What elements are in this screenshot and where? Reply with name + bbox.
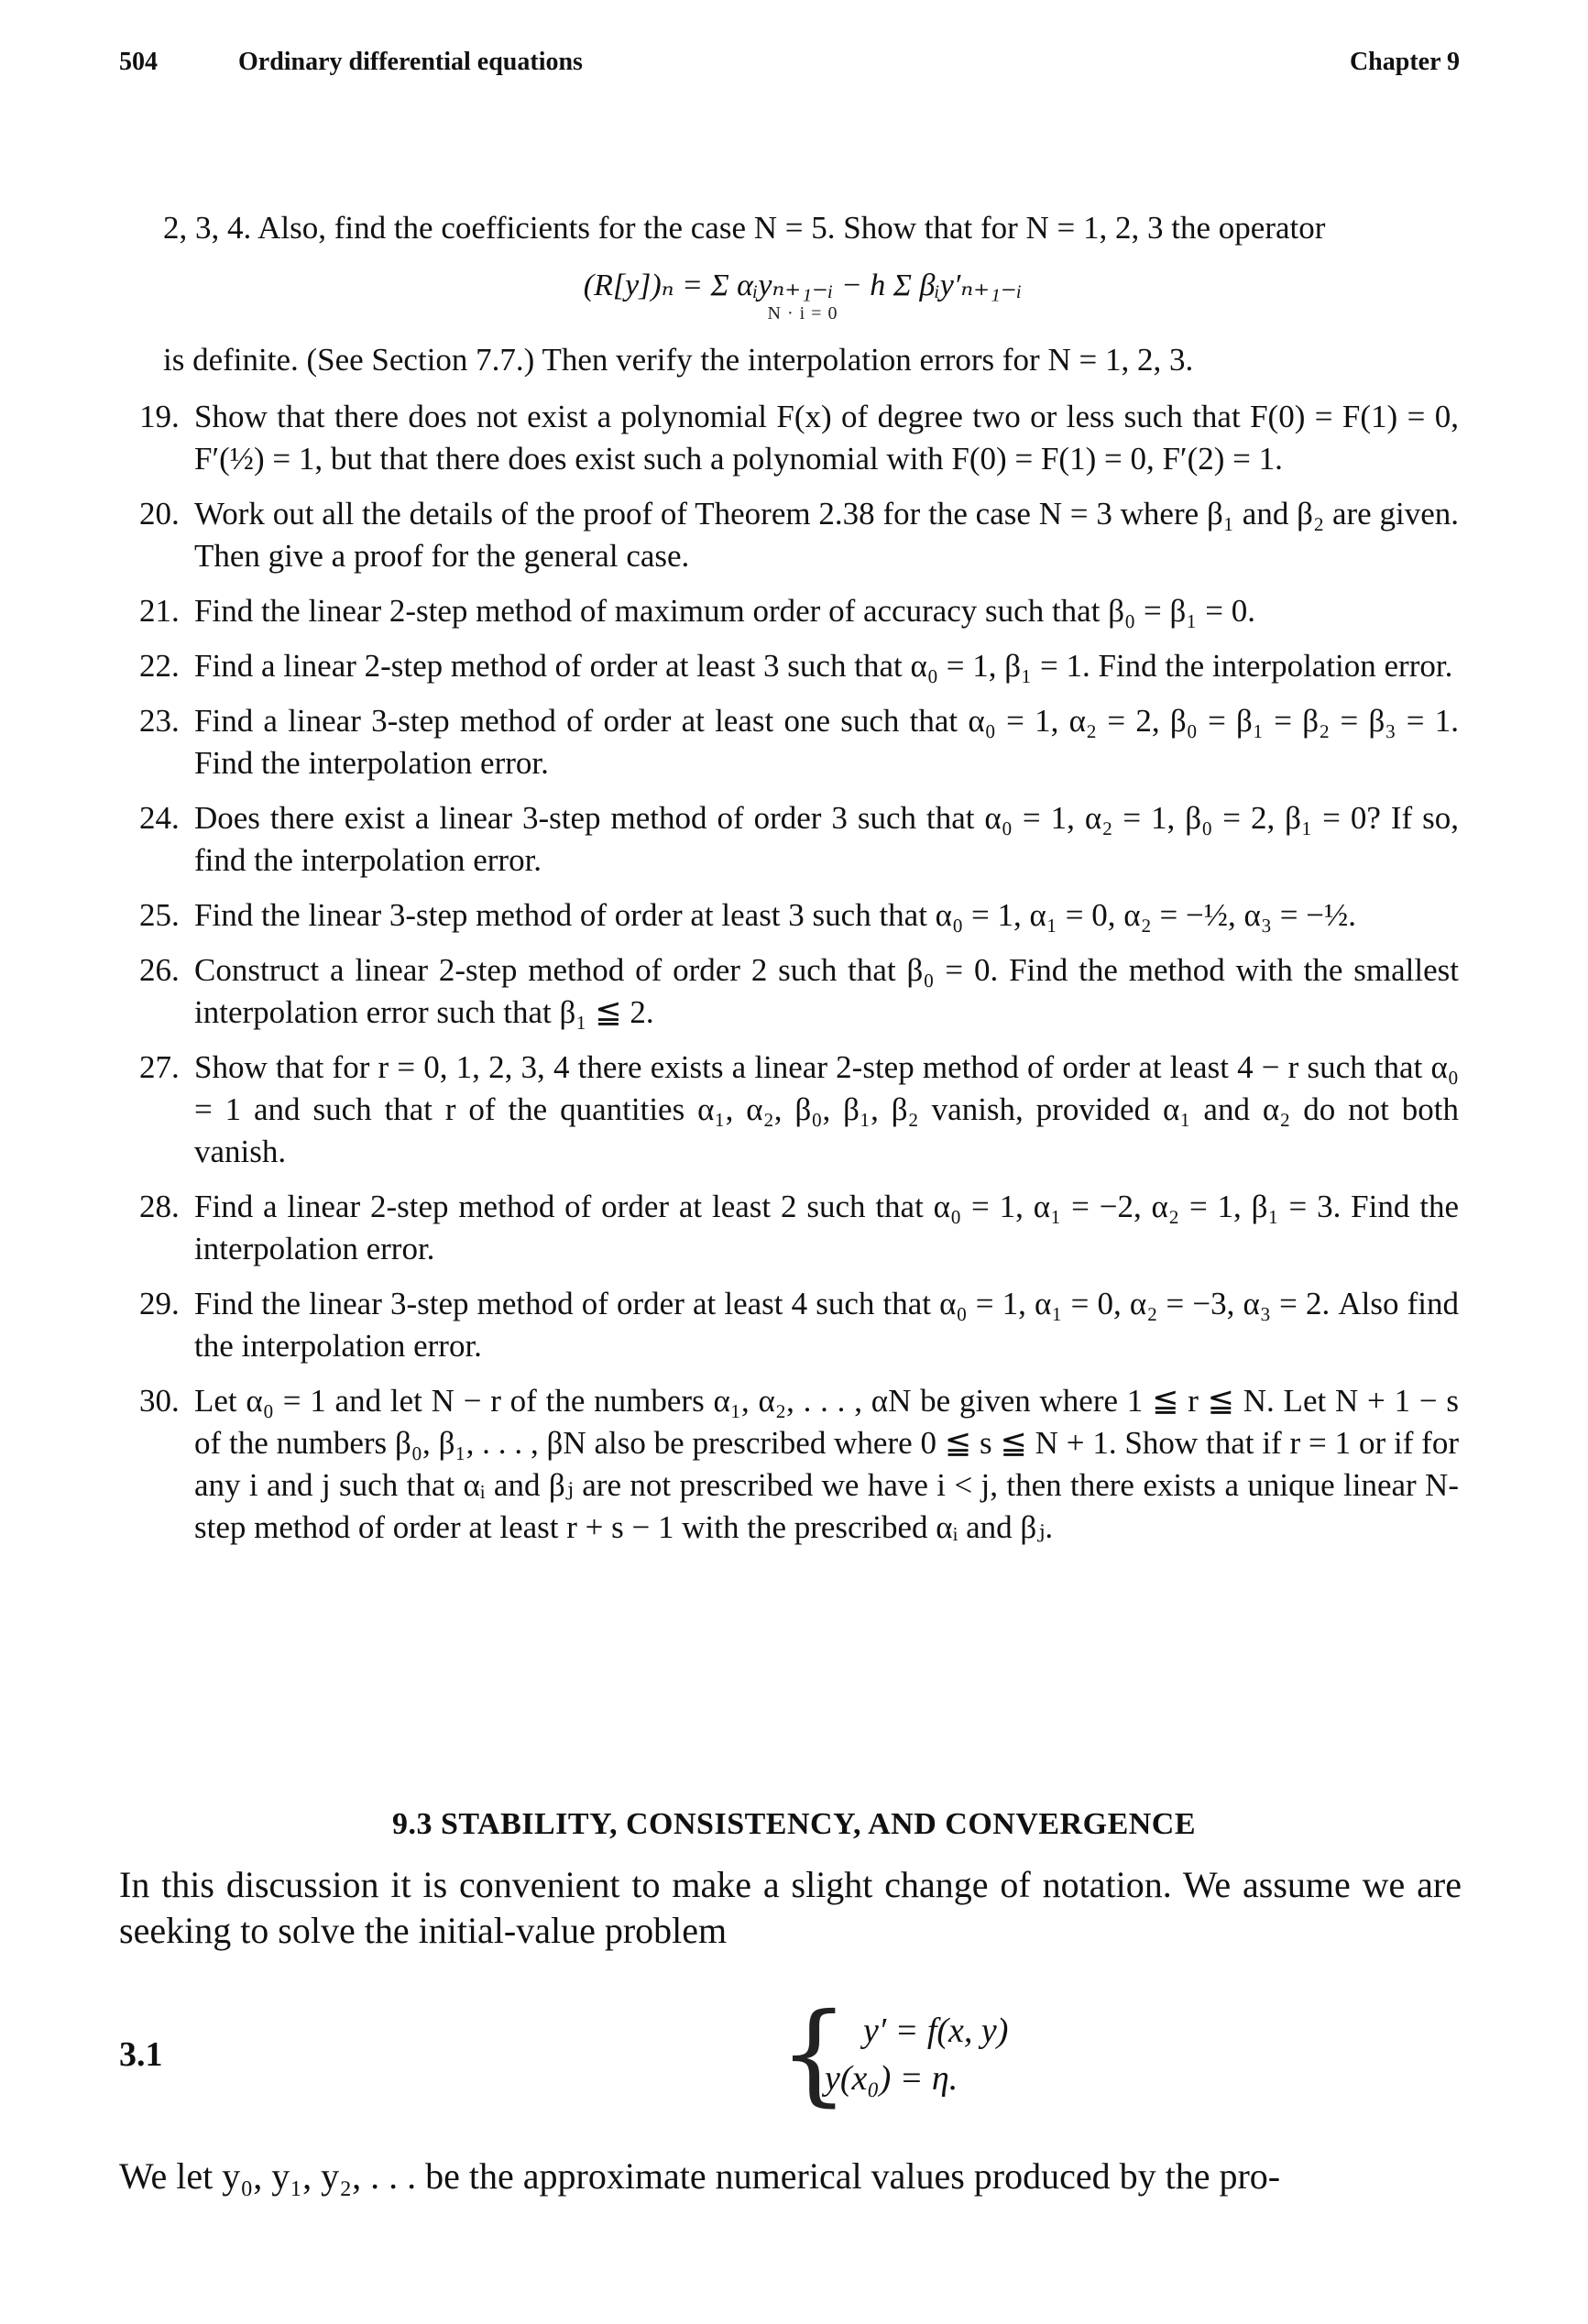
exercise-item xyxy=(139,645,1459,687)
equation-text: (R[y])ₙ = Σ αᵢyₙ₊₁₋ᵢ − h Σ βᵢy′ₙ₊₁₋ᵢ xyxy=(583,269,1023,302)
equation-limits: N · i = 0 xyxy=(767,303,838,323)
exercise-list xyxy=(139,207,1459,1562)
exercise-text: Show that for r = 0, 1, 2, 3, 4 there exists a linear 2-step method of order at least 4 − r such that α₀ = 1 and such that r of the quantities α₁, α₂, β₀, β₁, β₂ vanish, provided α₁ and α₂ do not both vanish. xyxy=(194,1049,1459,1169)
page-number: 504 xyxy=(119,48,158,76)
chapter-label: Chapter 9 xyxy=(1349,48,1460,76)
exercise-text: Let α₀ = 1 and let N − r of the numbers α₁, α₂, . . . , αN be given where 1 ≦ r ≦ N. Let N + 1 − s of the numbers β₀, β₁, . . . , βN also be prescribed where 0 ≦ s ≦ N + 1. Show that if r = 1 or if for any i and j such that αᵢ and βⱼ are not prescribed we have i < j, then there exists a unique linear N-step method of order at least r + s − 1 with the prescribed αᵢ and βⱼ. xyxy=(194,1383,1459,1545)
exercise-number: 26. xyxy=(139,952,180,988)
equation-3-1 xyxy=(119,1990,1462,2118)
exercise-text: Construct a linear 2-step method of order 2 such that β₀ = 0. Find the method with the smallest interpolation error such that β₁ ≦ 2. xyxy=(194,952,1459,1030)
exercise-item xyxy=(139,1380,1459,1549)
exercise-number: 23. xyxy=(139,703,180,739)
exercise-item xyxy=(139,797,1459,882)
exercise-item xyxy=(139,1283,1459,1367)
exercise-item xyxy=(139,396,1459,480)
exercise-text: Find the linear 3-step method of order at least 4 such that α₀ = 1, α₁ = 0, α₂ = −3, α₃ = 2. Also find the interpolation error. xyxy=(194,1286,1459,1364)
exercise-text: Find a linear 3-step method of order at least one such that α₀ = 1, α₂ = 2, β₀ = β₁ = β₂ = β₃ = 1. Find the interpolation error. xyxy=(194,703,1459,781)
exercise-number: 28. xyxy=(139,1189,180,1224)
display-equation xyxy=(147,268,1459,323)
exercise-text: Does there exist a linear 3-step method of order 3 such that α₀ = 1, α₂ = 1, β₀ = 2, β₁ = 0? If so, find the interpolation error. xyxy=(194,800,1459,878)
exercise-number: 21. xyxy=(139,593,180,629)
exercise-text: Find a linear 2-step method of order at least 3 such that α₀ = 1, β₁ = 1. Find the interpolation error. xyxy=(194,648,1453,684)
closing-paragraph: We let y₀, y₁, y₂, . . . be the approximate numerical values produced by the pro- xyxy=(119,2155,1281,2197)
equation-line: y′ = f(x, y) xyxy=(863,2012,1009,2050)
continuation-text: 2, 3, 4. Also, find the coefficients for the case N = 5. Show that for N = 1, 2, 3 the operator xyxy=(163,210,1326,246)
exercise-text: Work out all the details of the proof of Theorem 2.38 for the case N = 3 where β₁ and β₂ are given. Then give a proof for the general case. xyxy=(194,496,1459,574)
exercise-item xyxy=(139,1047,1459,1173)
exercise-item xyxy=(139,700,1459,784)
exercise-text: Show that there does not exist a polynomial F(x) of degree two or less such that F(0) = F(1) = 0, F′(½) = 1, but that there does exist such a polynomial with F(0) = F(1) = 0, F′(2) = 1. xyxy=(194,399,1459,477)
running-head xyxy=(119,48,1460,84)
exercise-number: 25. xyxy=(139,897,180,933)
exercise-item xyxy=(139,493,1459,577)
exercise-number: 20. xyxy=(139,496,180,532)
exercise-text: Find the linear 2-step method of maximum order of accuracy such that β₀ = β₁ = 0. xyxy=(194,593,1255,629)
exercise-item xyxy=(139,590,1459,632)
section-heading: 9.3 STABILITY, CONSISTENCY, AND CONVERGENCE xyxy=(391,1807,1197,1841)
equation-label: 3.1 xyxy=(119,2035,163,2074)
section-paragraph: In this discussion it is convenient to make a slight change of notation. We assume we are seeking to solve the initial-value problem xyxy=(119,1864,1462,1951)
exercise-item xyxy=(139,949,1459,1034)
exercise-item xyxy=(139,1186,1459,1270)
exercise-text: Find a linear 2-step method of order at least 2 such that α₀ = 1, α₁ = −2, α₂ = 1, β₁ = 3. Find the interpolation error. xyxy=(194,1189,1459,1266)
left-brace-icon: { xyxy=(779,1990,849,2118)
exercise-number: 19. xyxy=(139,399,180,434)
exercise-item xyxy=(139,894,1459,937)
exercise-number: 29. xyxy=(139,1286,180,1321)
exercise-number: 24. xyxy=(139,800,180,836)
running-title: Ordinary differential equations xyxy=(238,48,583,76)
exercise-text: Find the linear 3-step method of order at least 3 such that α₀ = 1, α₁ = 0, α₂ = −½, α₃ = −½. xyxy=(194,897,1357,933)
exercise-number: 30. xyxy=(139,1383,180,1419)
continuation-text: is definite. (See Section 7.7.) Then verify the interpolation errors for N = 1, 2, 3. xyxy=(163,342,1194,378)
exercise-number: 22. xyxy=(139,648,180,684)
equation-line: y(x₀) = η. xyxy=(825,2059,958,2098)
exercise-number: 27. xyxy=(139,1049,180,1085)
